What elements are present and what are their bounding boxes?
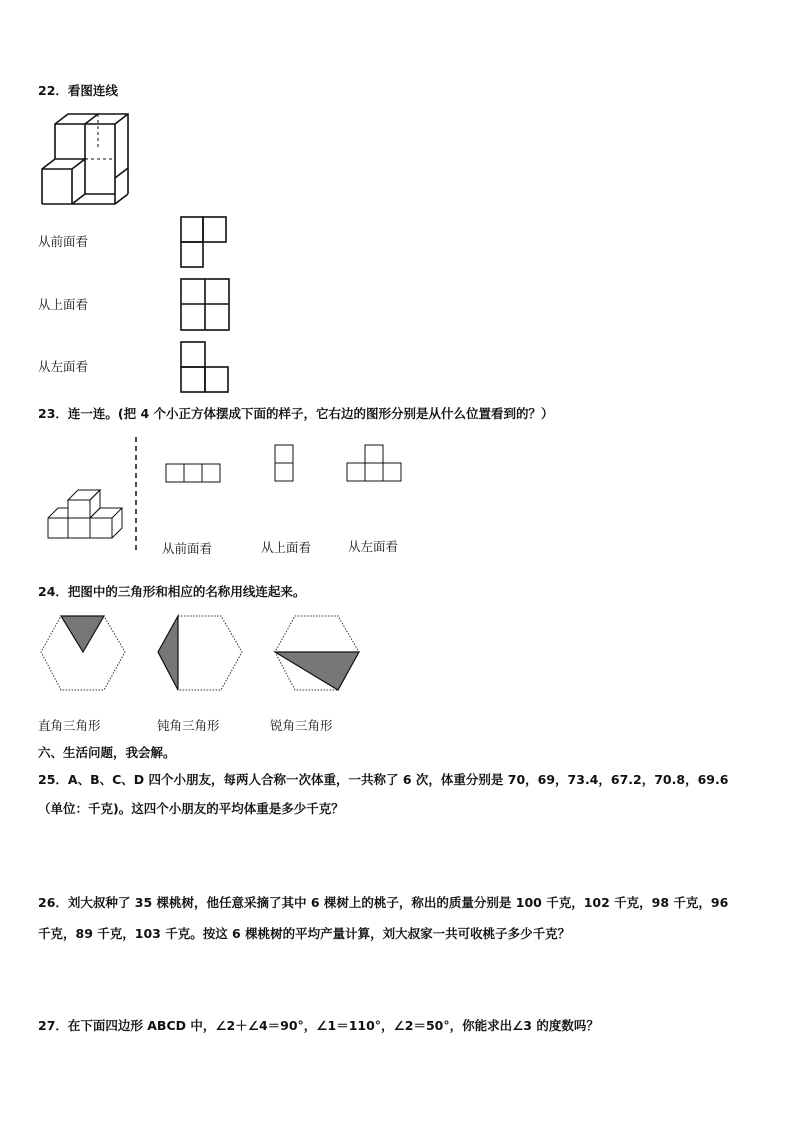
q22-solid-figure xyxy=(40,112,140,212)
q24-hexagon-right-triangle xyxy=(40,614,130,694)
q22-label-front: 从前面看 xyxy=(38,234,89,249)
q26-line2: 千克，89 千克，103 千克。按这 6 棵桃树的平均产量计算，刘大叔家一共可收桃子多少千克？ xyxy=(38,926,571,941)
q23-title: 23．连一连。(把 4 个小正方体摆成下面的样子，它右边的图形分别是从什么位置看到的？） xyxy=(38,406,554,421)
q22-view-top xyxy=(180,278,232,333)
q23-solid-figure xyxy=(46,484,136,544)
q23-label-top: 从上面看 xyxy=(261,540,312,555)
q23-label-left: 从左面看 xyxy=(348,539,399,554)
q22-label-top: 从上面看 xyxy=(38,297,89,312)
q23-shape-three-row xyxy=(165,463,225,485)
q26-line1: 26．刘大叔种了 35 棵桃树，他任意采摘了其中 6 棵树上的桃子，称出的质量分别是 100 千克，102 千克，98 千克，96 xyxy=(38,895,729,910)
q22-view-front xyxy=(180,216,230,271)
q22-view-left xyxy=(180,341,232,396)
q24-hexagon-obtuse-triangle xyxy=(157,614,247,694)
q22-label-left: 从左面看 xyxy=(38,359,89,374)
q24-label-acute: 锐角三角形 xyxy=(270,718,333,733)
q24-label-obtuse: 钝角三角形 xyxy=(157,718,220,733)
q25-line1: 25．A、B、C、D 四个小朋友，每两人合称一次体重，一共称了 6 次，体重分别是 70，69，73.4，67.2，70.8，69.6 xyxy=(38,772,729,787)
section6-title: 六、生活问题，我会解。 xyxy=(38,745,176,760)
q23-label-front: 从前面看 xyxy=(162,541,213,556)
q24-label-right: 直角三角形 xyxy=(38,718,101,733)
q22-title: 22．看图连线 xyxy=(38,83,118,98)
q24-title: 24．把图中的三角形和相应的名称用线连起来。 xyxy=(38,584,306,599)
q27-line1: 27．在下面四边形 ABCD 中，∠2＋∠4＝90°，∠1＝110°，∠2＝50°，你能求出∠3 的度数吗？ xyxy=(38,1018,599,1033)
q23-divider xyxy=(135,437,139,557)
q23-shape-t xyxy=(346,444,406,486)
q24-hexagon-acute-triangle xyxy=(274,614,364,694)
q25-line2: （单位：千克)。这四个小朋友的平均体重是多少千克？ xyxy=(38,801,344,816)
q23-shape-two-column xyxy=(274,444,298,486)
